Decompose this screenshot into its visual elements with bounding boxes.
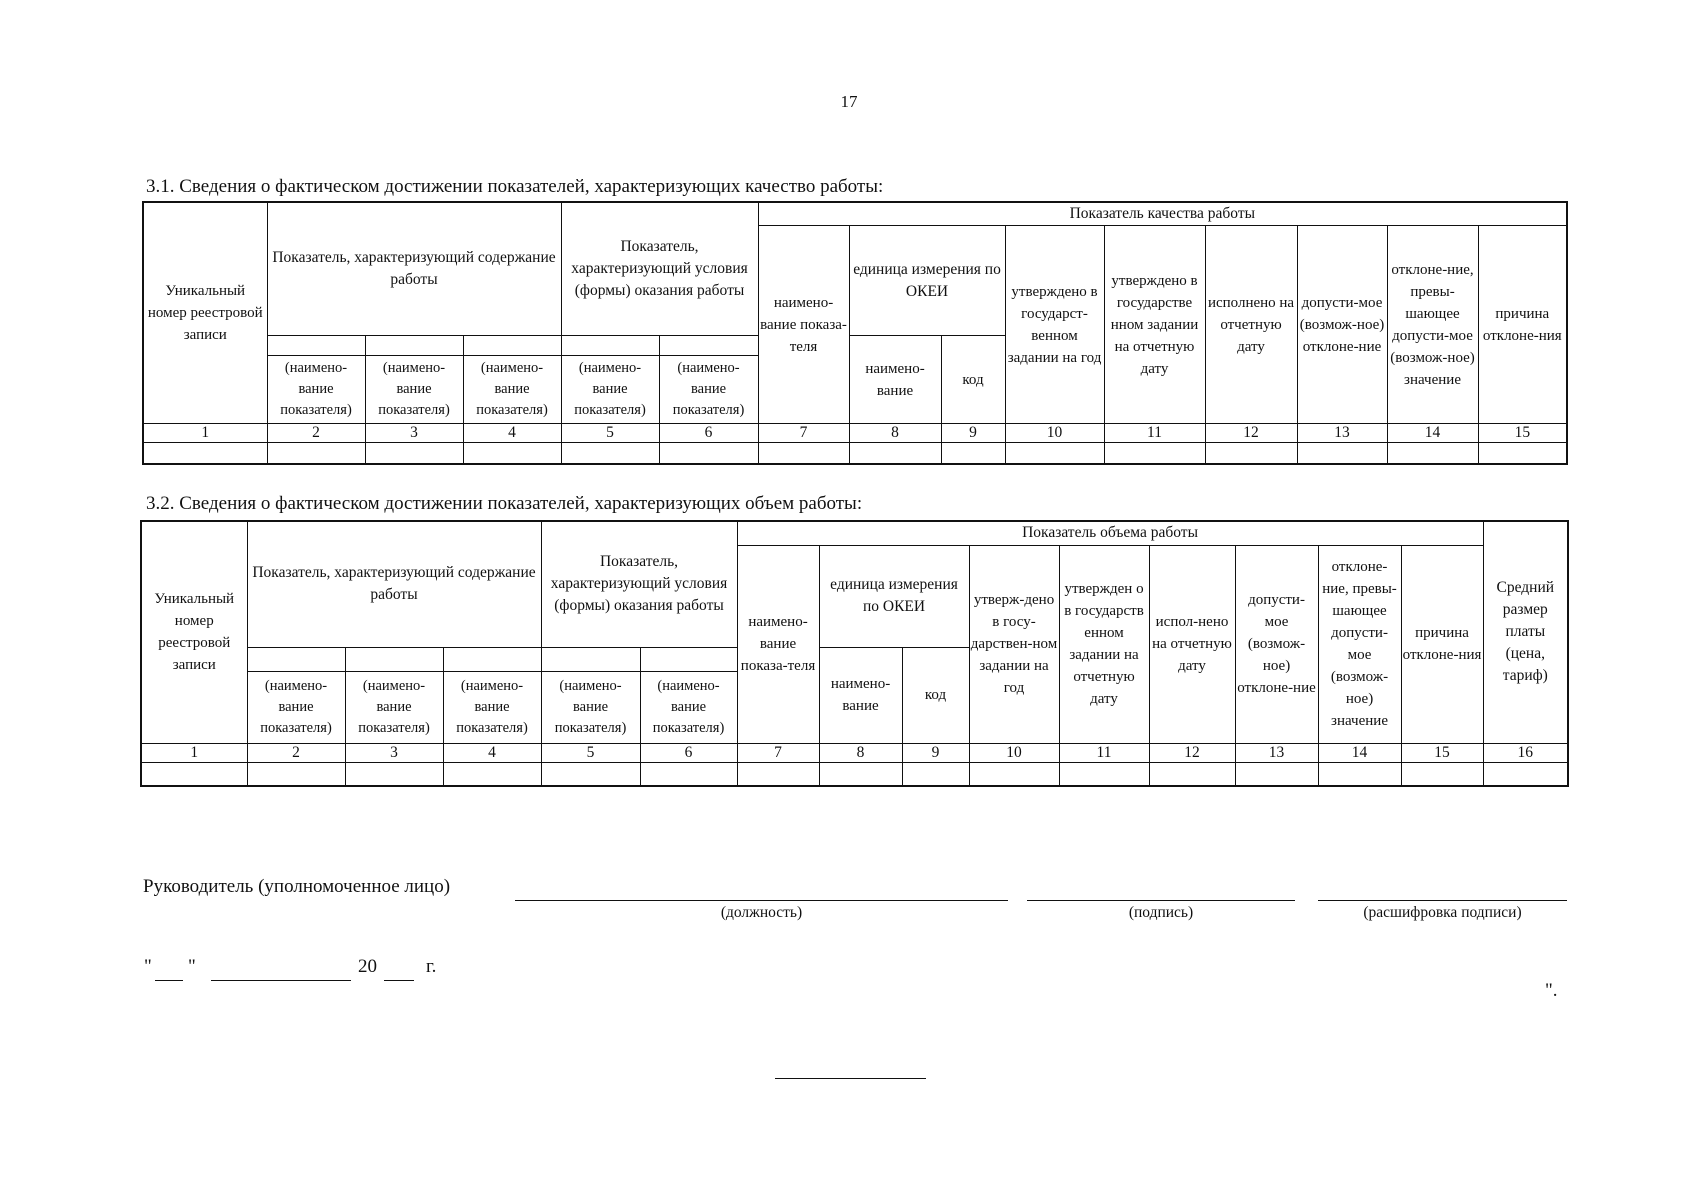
column-number: 4 — [463, 424, 561, 443]
empty-cell — [902, 762, 969, 786]
empty-cell — [819, 762, 902, 786]
column-number: 5 — [561, 424, 659, 443]
unit-code-header: код — [941, 336, 1005, 424]
exceeding-deviation-header: отклоне-ние, превы-шающее допусти-мое (возмож-ное) значение — [1318, 545, 1401, 743]
empty-cell — [849, 443, 941, 464]
empty-cell — [443, 762, 541, 786]
deviation-reason-header: причина отклоне-ния — [1478, 226, 1567, 424]
position-caption: (должность) — [720, 904, 803, 921]
content-spacer-1 — [267, 336, 365, 356]
empty-cell — [1235, 762, 1318, 786]
column-number: 8 — [849, 424, 941, 443]
column-number: 11 — [1104, 424, 1205, 443]
volume-indicators-table — [140, 520, 1569, 787]
approved-year-header: утверждено в государст-венном задании на год — [1005, 226, 1104, 424]
empty-cell — [1478, 443, 1567, 464]
column-number: 9 — [902, 743, 969, 762]
empty-data-row — [143, 443, 1567, 464]
empty-cell — [143, 443, 267, 464]
empty-cell — [1483, 762, 1568, 786]
empty-cell — [1205, 443, 1297, 464]
column-number: 14 — [1387, 424, 1478, 443]
empty-cell — [659, 443, 758, 464]
conditions-spacer-2 — [640, 647, 737, 671]
content-indicator-name-3: (наимено-вание показателя) — [463, 356, 561, 424]
conditions-spacer-2 — [659, 336, 758, 356]
column-number: 11 — [1059, 743, 1149, 762]
empty-cell — [941, 443, 1005, 464]
column-number-row — [143, 424, 1567, 443]
column-number: 9 — [941, 424, 1005, 443]
conditions-indicator-group-header: Показатель, характеризующий условия (формы) оказания работы — [561, 202, 758, 336]
column-number: 10 — [969, 743, 1059, 762]
column-number: 6 — [659, 424, 758, 443]
conditions-indicator-name-1: (наимено-вание показателя) — [561, 356, 659, 424]
conditions-indicator-name-1: (наимено-вание показателя) — [541, 671, 640, 743]
empty-cell — [1104, 443, 1205, 464]
content-spacer-2 — [345, 647, 443, 671]
column-number: 14 — [1318, 743, 1401, 762]
registry-number-header: Уникальный номер реестровой записи — [143, 202, 267, 424]
content-indicator-group-header: Показатель, характеризующий содержание работы — [267, 202, 561, 336]
approved-date-header: утверждено в государстве нном задании на отчетную дату — [1104, 226, 1205, 424]
empty-data-row — [141, 762, 1568, 786]
okei-unit-header: единица измерения по ОКЕИ — [819, 545, 969, 647]
empty-cell — [1059, 762, 1149, 786]
empty-cell — [1005, 443, 1104, 464]
deviation-reason-header: причина отклоне-ния — [1401, 545, 1483, 743]
executed-header: испол-нено на отчетную дату — [1149, 545, 1235, 743]
empty-cell — [640, 762, 737, 786]
exceeding-deviation-header: отклоне-ние, превы-шающее допусти-мое (возмож-ное) значение — [1387, 226, 1478, 424]
table2-title: 3.2. Сведения о фактическом достижении показателей, характеризующих объем работы: — [146, 493, 863, 514]
content-spacer-3 — [463, 336, 561, 356]
empty-cell — [345, 762, 443, 786]
content-spacer-1 — [247, 647, 345, 671]
empty-cell — [541, 762, 640, 786]
content-indicator-group-header: Показатель, характеризующий содержание работы — [247, 521, 541, 647]
column-number: 8 — [819, 743, 902, 762]
conditions-indicator-name-2: (наимено-вание показателя) — [659, 356, 758, 424]
year-suffix: г. — [426, 956, 437, 977]
column-number: 15 — [1401, 743, 1483, 762]
column-number: 3 — [345, 743, 443, 762]
column-number-row — [141, 743, 1568, 762]
content-indicator-name-3: (наимено-вание показателя) — [443, 671, 541, 743]
empty-cell — [1297, 443, 1387, 464]
allowed-deviation-header: допусти-мое (возмож-ное) отклоне-ние — [1297, 226, 1387, 424]
column-number: 6 — [640, 743, 737, 762]
year-line — [384, 980, 414, 981]
table1-title: 3.1. Сведения о фактическом достижении показателей, характеризующих качество работы: — [146, 176, 884, 197]
column-number: 12 — [1149, 743, 1235, 762]
approved-year-header: утверж-дено в госу-дарствен-ном задании на год — [969, 545, 1059, 743]
empty-cell — [1387, 443, 1478, 464]
column-number: 12 — [1205, 424, 1297, 443]
content-spacer-2 — [365, 336, 463, 356]
day-line — [155, 980, 183, 981]
empty-cell — [1149, 762, 1235, 786]
empty-cell — [969, 762, 1059, 786]
volume-indicator-group-header: Показатель объема работы — [737, 521, 1483, 545]
column-number: 3 — [365, 424, 463, 443]
approved-date-header: утвержден о в государств енном задании на отчетную дату — [1059, 545, 1149, 743]
empty-cell — [737, 762, 819, 786]
empty-cell — [267, 443, 365, 464]
indicator-name-header: наимено-вание показа-теля — [737, 545, 819, 743]
column-number: 2 — [247, 743, 345, 762]
empty-cell — [463, 443, 561, 464]
unit-code-header: код — [902, 647, 969, 743]
quality-indicator-group-header: Показатель качества работы — [758, 202, 1567, 226]
conditions-spacer-1 — [541, 647, 640, 671]
position-line — [515, 900, 1008, 901]
signature-caption: (подпись) — [1128, 904, 1194, 921]
column-number: 4 — [443, 743, 541, 762]
column-number: 13 — [1235, 743, 1318, 762]
average-fee-header: Средний размер платы (цена, тариф) — [1483, 521, 1568, 743]
column-number: 1 — [143, 424, 267, 443]
column-number: 1 — [141, 743, 247, 762]
conditions-indicator-name-2: (наимено-вание показателя) — [640, 671, 737, 743]
content-indicator-name-2: (наимено-вание показателя) — [365, 356, 463, 424]
content-indicator-name-2: (наимено-вание показателя) — [345, 671, 443, 743]
column-number: 7 — [758, 424, 849, 443]
empty-cell — [561, 443, 659, 464]
page-number: 17 — [840, 92, 858, 111]
month-line — [211, 980, 351, 981]
date-quote-open: " — [144, 956, 152, 977]
conditions-indicator-group-header: Показатель, характеризующий условия (формы) оказания работы — [541, 521, 737, 647]
executed-header: исполнено на отчетную дату — [1205, 226, 1297, 424]
column-number: 13 — [1297, 424, 1387, 443]
empty-cell — [365, 443, 463, 464]
date-quote-close: " — [188, 956, 196, 977]
okei-unit-header: единица измерения по ОКЕИ — [849, 226, 1005, 336]
content-indicator-name-1: (наимено-вание показателя) — [267, 356, 365, 424]
column-number: 10 — [1005, 424, 1104, 443]
content-spacer-3 — [443, 647, 541, 671]
closing-quote-mark: ". — [1545, 980, 1558, 1001]
head-signature-label: Руководитель (уполномоченное лицо) — [143, 876, 451, 897]
conditions-spacer-1 — [561, 336, 659, 356]
signature-line — [1027, 900, 1295, 901]
column-number: 7 — [737, 743, 819, 762]
column-number: 16 — [1483, 743, 1568, 762]
empty-cell — [1318, 762, 1401, 786]
empty-cell — [247, 762, 345, 786]
unit-name-header: наимено-вание — [819, 647, 902, 743]
year-prefix: 20 — [358, 956, 377, 977]
empty-cell — [758, 443, 849, 464]
column-number: 2 — [267, 424, 365, 443]
empty-cell — [141, 762, 247, 786]
allowed-deviation-header: допусти-мое (возмож-ное) отклоне-ние — [1235, 545, 1318, 743]
column-number: 15 — [1478, 424, 1567, 443]
decoding-line — [1318, 900, 1567, 901]
quality-indicators-table — [142, 201, 1568, 465]
column-number: 5 — [541, 743, 640, 762]
content-indicator-name-1: (наимено-вание показателя) — [247, 671, 345, 743]
registry-number-header: Уникальный номер реестровой записи — [141, 521, 247, 743]
indicator-name-header: наимено-вание показа-теля — [758, 226, 849, 424]
empty-cell — [1401, 762, 1483, 786]
footnote-separator — [775, 1078, 926, 1079]
unit-name-header: наимено-вание — [849, 336, 941, 424]
decoding-caption: (расшифровка подписи) — [1363, 904, 1522, 921]
